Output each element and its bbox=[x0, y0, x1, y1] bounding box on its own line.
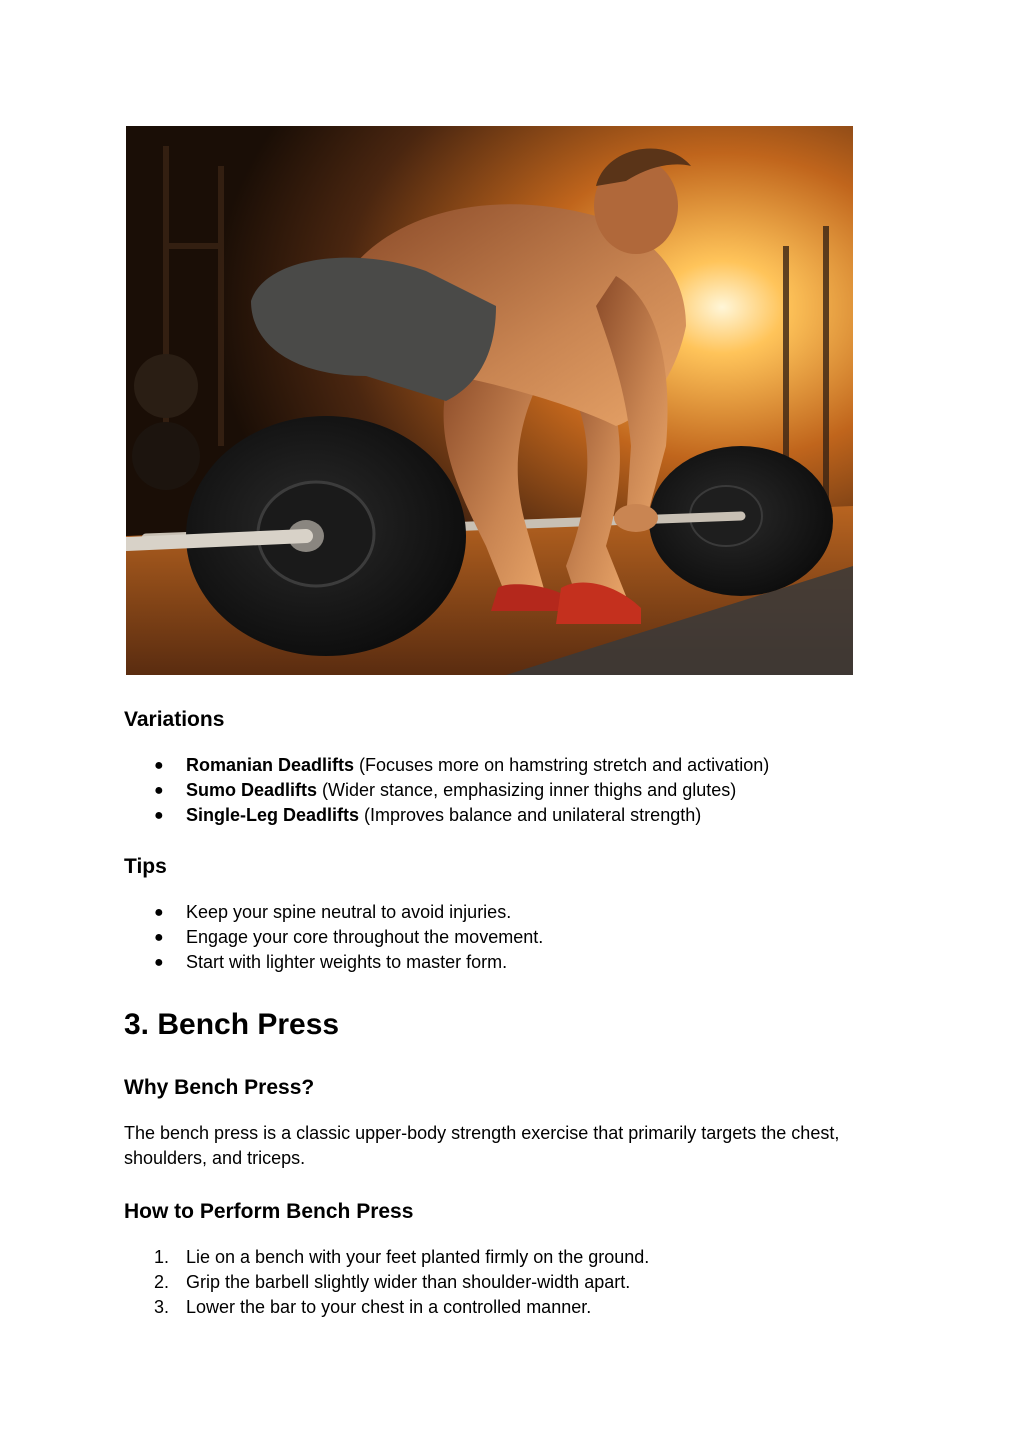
why-bench-text: The bench press is a classic upper-body strength exercise that primarily targets the chest, shoulders, and triceps. bbox=[124, 1123, 840, 1168]
variations-heading: Variations bbox=[124, 708, 225, 731]
step-text: Lower the bar to your chest in a controlled manner. bbox=[186, 1297, 592, 1317]
how-bench-heading: How to Perform Bench Press bbox=[124, 1200, 414, 1223]
variation-name: Sumo Deadlifts bbox=[186, 780, 318, 800]
variation-desc: (Focuses more on hamstring stretch and activation) bbox=[354, 755, 770, 775]
tip-text: Keep your spine neutral to avoid injuries. bbox=[186, 902, 512, 922]
variation-name: Single-Leg Deadlifts bbox=[186, 805, 360, 825]
why-bench-heading: Why Bench Press? bbox=[124, 1076, 315, 1099]
bullet-icon: ● bbox=[154, 782, 164, 799]
bullet-icon: ● bbox=[154, 954, 164, 971]
bench-steps-list bbox=[124, 1245, 904, 1320]
bullet-icon: ● bbox=[154, 757, 164, 774]
list-item bbox=[124, 778, 904, 803]
tips-list bbox=[124, 900, 904, 975]
step-number: 2. bbox=[154, 1272, 170, 1292]
variation-name: Romanian Deadlifts bbox=[186, 755, 355, 775]
list-item bbox=[124, 803, 904, 828]
list-item bbox=[124, 925, 904, 950]
tips-heading: Tips bbox=[124, 855, 167, 878]
bullet-icon: ● bbox=[154, 904, 164, 921]
bullet-icon: ● bbox=[154, 807, 164, 824]
variation-desc: (Wider stance, emphasizing inner thighs and glutes) bbox=[317, 780, 737, 800]
step-text: Lie on a bench with your feet planted firmly on the ground. bbox=[186, 1247, 650, 1267]
list-item bbox=[124, 753, 904, 778]
list-item bbox=[124, 1270, 904, 1295]
step-number: 3. bbox=[154, 1297, 170, 1317]
variations-list bbox=[124, 753, 904, 828]
variation-desc: (Improves balance and unilateral strength) bbox=[359, 805, 702, 825]
deadlift-illustration bbox=[126, 126, 853, 675]
document-content bbox=[124, 705, 904, 1320]
list-item bbox=[124, 950, 904, 975]
step-text: Grip the barbell slightly wider than shoulder-width apart. bbox=[186, 1272, 631, 1292]
list-item bbox=[124, 1245, 904, 1270]
tip-text: Start with lighter weights to master form. bbox=[186, 952, 508, 972]
bench-press-title: 3. Bench Press bbox=[124, 1008, 340, 1041]
step-number: 1. bbox=[154, 1247, 170, 1267]
bullet-icon: ● bbox=[154, 929, 164, 946]
list-item bbox=[124, 900, 904, 925]
list-item bbox=[124, 1295, 904, 1320]
deadlift-photo bbox=[126, 126, 853, 675]
tip-text: Engage your core throughout the movement. bbox=[186, 927, 544, 947]
